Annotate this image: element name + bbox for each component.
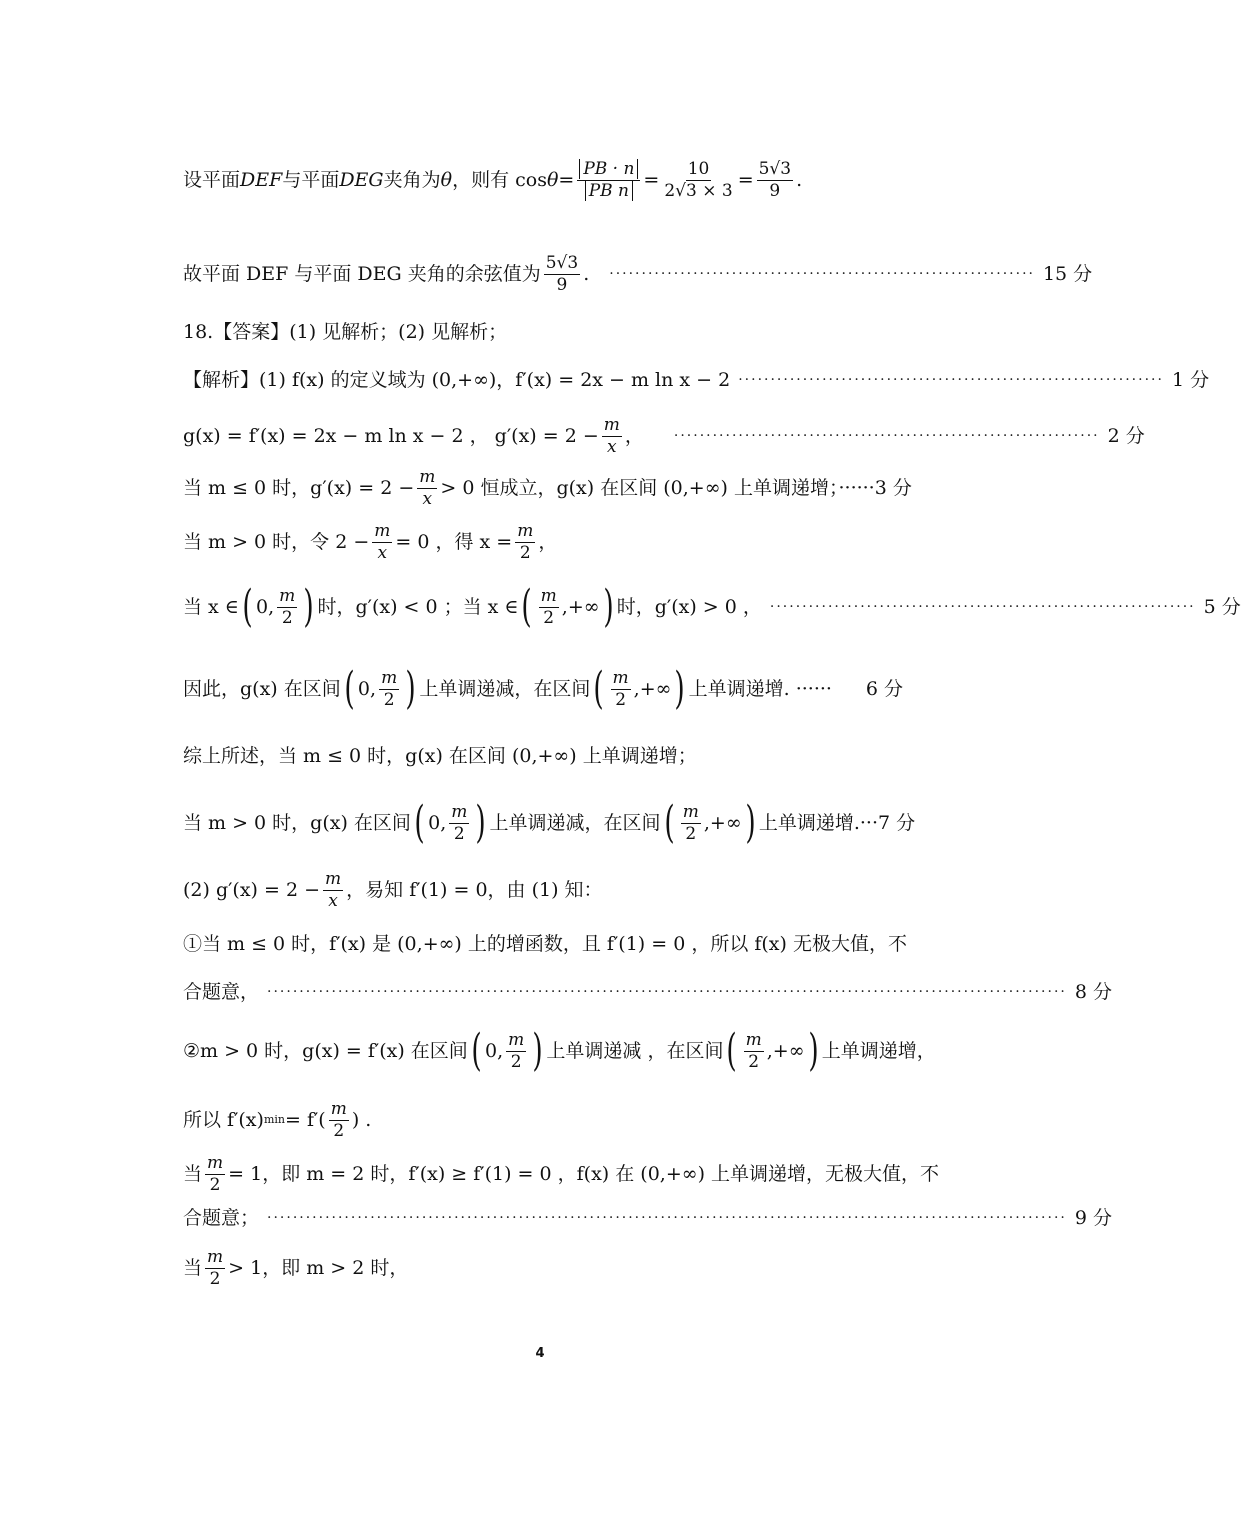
line-case-2: ②m > 0 时，g(x) = f′(x) 在区间 ( 0, $\frac{m}{2}$ ) 上单调递减 ，在区间 ( $\frac{m}{2}$ ,+∞ ) 上单调递增，	[183, 1025, 936, 1076]
score-label: 1 分	[1171, 369, 1210, 391]
line-m-equals-2: 当 $\frac{m}{2}$ = 1，即 m = 2 时，f′(x) ≥ f′(1) = 0 ，f(x) 在 (0,+∞) 上单调递增，无极大值，不	[183, 1152, 940, 1195]
score-label: 15 分	[1042, 263, 1093, 285]
line-case-1: ①当 m ≤ 0 时，f′(x) 是 (0,+∞) 上的增函数，且 f′(1) = 0 ，所以 f(x) 无极大值，不	[183, 933, 907, 955]
page-number: 4	[535, 1346, 545, 1361]
leader-dots: ··································································	[769, 599, 1196, 615]
line-case-1-cont: 合题意， ···························································································································· 8 分	[183, 981, 1112, 1003]
line-minimum: 所以 f′(x) min = f′( $\frac{m}{2}$ ) .	[183, 1098, 372, 1141]
score-label: 5 分	[1203, 596, 1241, 618]
leader-dots: ··································································	[673, 428, 1100, 444]
line-m-equals-2-cont: 合题意； ···························································································································· 9 分	[183, 1207, 1112, 1229]
line-conclusion-cosine: 故平面 DEF 与平面 DEG 夹角的余弦值为 $\frac{5√3}{9}$ . ·································································· 15 分	[183, 252, 1093, 295]
line-part-2: (2) g′(x) = 2 − $\frac{m}{x}$ ，易知 f′(1) = 0，由 (1) 知：	[183, 868, 603, 911]
leader-dots: ····························································································································	[267, 1210, 1067, 1226]
line-answer-18: 18.【答案】(1) 见解析；(2) 见解析；	[183, 321, 508, 343]
score-label: 9 分	[1074, 1207, 1112, 1229]
line-interval-signs: 当 x ∈ ( 0, $\frac{m}{2}$ ) 时，g′(x) < 0 ；当 x ∈ ( $\frac{m}{2}$ ,+∞ ) 时，g′(x) > 0 ， ·································································· 5 分	[183, 581, 1241, 632]
leader-dots: ····························································································································	[267, 984, 1067, 1000]
fraction-vector-dot: $\frac{PB \cdot n}{\text{PB n}}$	[577, 161, 640, 200]
line-g-definition: g(x) = f′(x) = 2x − m ln x − 2 ， g′(x) = 2 − $\frac{m}{x}$ ， ·································································· 2 分	[183, 414, 1145, 457]
plane-deg: DEG	[339, 169, 384, 191]
score-label: 6 分	[865, 678, 903, 700]
fraction-ten: $\frac{10}{2√3 \times 3}$	[664, 158, 733, 201]
score-label: 2 分	[1107, 425, 1145, 447]
line-case-m-nonpositive: 当 m ≤ 0 时，g′(x) = 2 − $\frac{m}{x}$ > 0 恒成立，g(x) 在区间 (0,+∞) 上单调递增；······ 3 分	[183, 466, 912, 509]
fraction-result: $\frac{5√3}{9}$	[758, 158, 792, 201]
line-summary-positive: 当 m > 0 时，g(x) 在区间 ( 0, $\frac{m}{2}$ ) 上单调递减，在区间 ( $\frac{m}{2}$ ,+∞ ) 上单调递增.···7 分	[183, 797, 916, 848]
line-analysis-1: 【解析】(1) f(x) 的定义域为 (0,+∞)，f′(x) = 2x − m ln x − 2 ·································································· 1 分	[183, 369, 1210, 391]
score-label: 8 分	[1074, 981, 1112, 1003]
leader-dots: ··································································	[609, 266, 1035, 282]
score-label: 3 分	[874, 477, 912, 499]
line-m-greater-2: 当 $\frac{m}{2}$ > 1，即 m > 2 时，	[183, 1246, 409, 1289]
line-summary: 综上所述，当 m ≤ 0 时，g(x) 在区间 (0,+∞) 上单调递增；	[183, 745, 697, 767]
line-case-m-positive: 当 m > 0 时，令 2 − $\frac{m}{x}$ = 0 ，得 x = $\frac{m}{2}$ ，	[183, 520, 558, 563]
leader-dots: ··································································	[738, 372, 1164, 388]
plane-def: DEF	[240, 169, 283, 191]
line-cos-theta: 设平面 DEF 与平面 DEG 夹角为 θ ，则有 cos θ = $\frac{PB \cdot n}{\text{PB n}}$ = $\frac{10}{2√3 \times 3}$ = $\frac{5√3}{9}$ .	[183, 158, 803, 201]
line-therefore-monotonic: 因此，g(x) 在区间 ( 0, $\frac{m}{2}$ ) 上单调递减，在区间 ( $\frac{m}{2}$ ,+∞ ) 上单调递增. ······ 6 分	[183, 663, 903, 714]
